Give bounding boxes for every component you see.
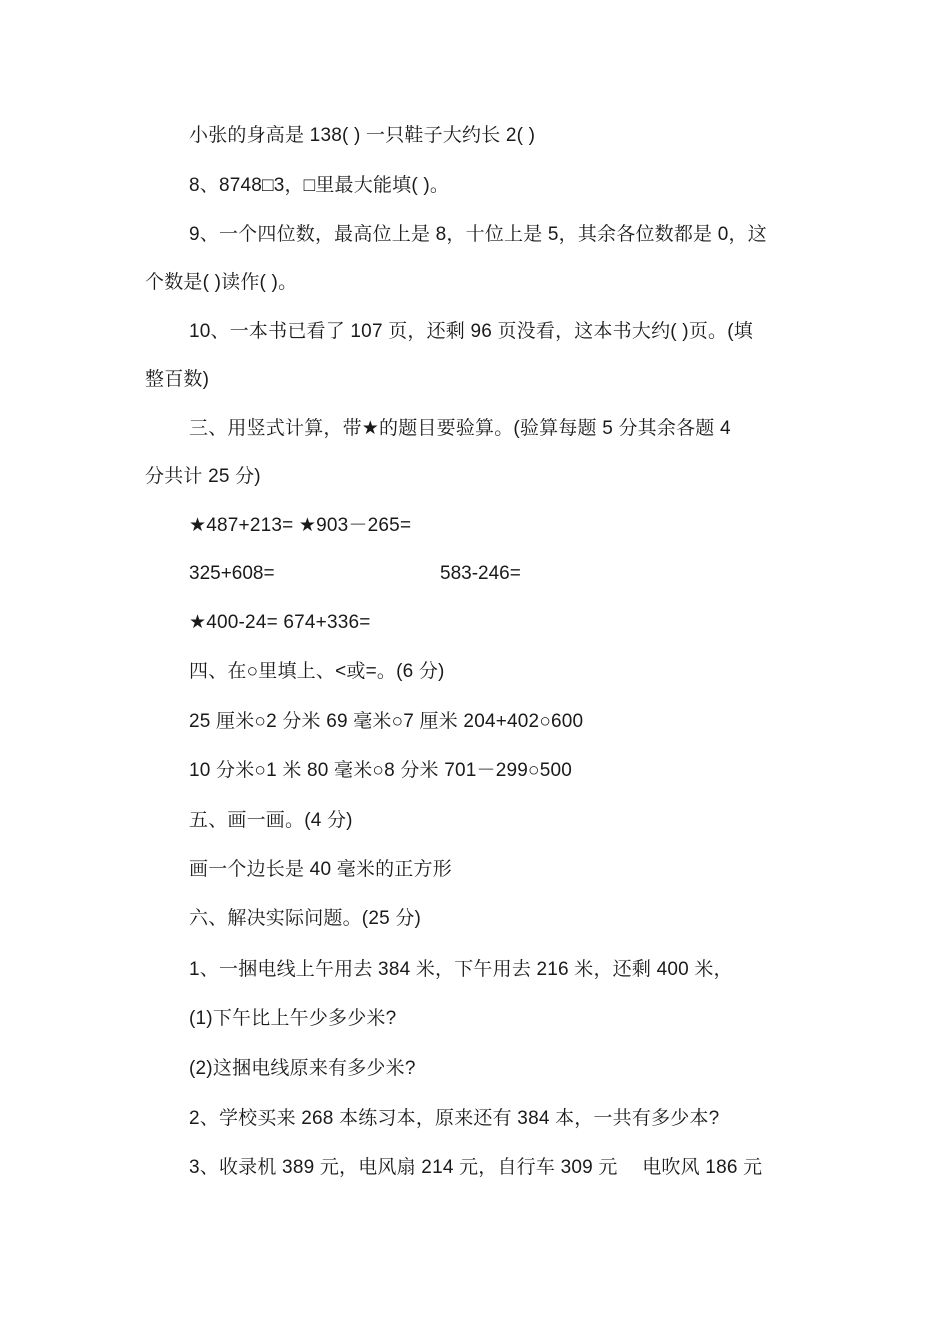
calc-row-2 [189, 562, 521, 586]
problem-2: 2、学校买来 268 本练习本，原来还有 384 本，一共有多少本? [189, 1108, 720, 1129]
problem-1-sub-2: (2)这捆电线原来有多少米? [189, 1058, 416, 1079]
text-line-q10-part1: 10、一本书已看了 107 页，还剩 96 页没看，这本书大约( )页。(填 [189, 321, 753, 342]
section-heading-6: 六、解决实际问题。(25 分) [189, 908, 422, 929]
calc-item-b: 583-246= [440, 563, 521, 584]
text-line-q10-part2: 整百数) [145, 369, 210, 390]
calc-item-a: 325+608= [189, 563, 275, 584]
compare-row-1: 25 厘米○2 分米 69 毫米○7 厘米 204+402○600 [189, 711, 584, 732]
text-line-q9-part1: 9、一个四位数，最高位上是 8，十位上是 5，其余各位数都是 0，这 [189, 224, 767, 245]
calc-row-1: ★487+213= ★903－265= [189, 515, 412, 536]
problem-1-sub-1: (1)下午比上午少多少米? [189, 1008, 397, 1029]
text-line-height-shoe: 小张的身高是 138( ) 一只鞋子大约长 2( ) [189, 125, 536, 146]
problem-1: 1、一捆电线上午用去 384 米，下午用去 216 米，还剩 400 米， [189, 959, 733, 980]
section-heading-3-part1: 三、用竖式计算，带★的题目要验算。(验算每题 5 分其余各题 4 [189, 418, 731, 439]
text-line-q8: 8、8748□3，□里最大能填( )。 [189, 175, 450, 196]
problem-3: 3、收录机 389 元，电风扇 214 元，自行车 309 元 电吹风 186 元 [189, 1157, 763, 1178]
section-heading-4: 四、在○里填上、<或=。(6 分) [189, 661, 445, 682]
section-heading-5: 五、画一画。(4 分) [189, 810, 353, 831]
text-line-q9-part2: 个数是( )读作( )。 [145, 272, 298, 293]
section-heading-3-part2: 分共计 25 分) [145, 466, 261, 487]
calc-row-3: ★400-24= 674+336= [189, 612, 371, 633]
draw-task: 画一个边长是 40 毫米的正方形 [189, 859, 452, 880]
compare-row-2: 10 分米○1 米 80 毫米○8 分米 701－299○500 [189, 760, 573, 781]
